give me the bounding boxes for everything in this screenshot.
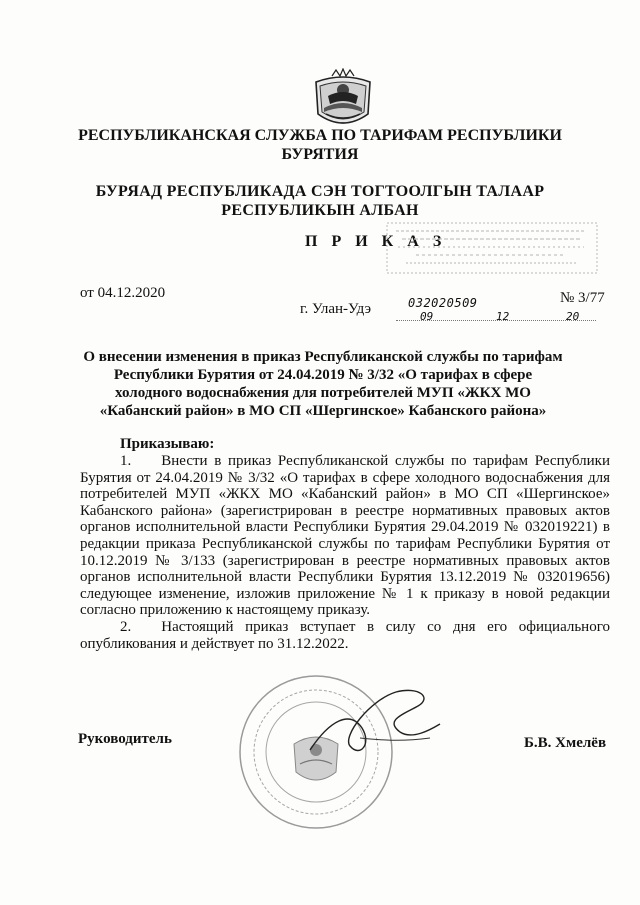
document-subject: О внесении изменения в приказ Республиканской службы по тарифам Республики Бурятия от 24.04.2019 № 3/32 «О тарифах в сфере холодного водоснабжения для потребителей МУП «ЖКХ МО «Кабанский район» в МО СП «Шергинское» Кабанского района»: [83, 349, 563, 419]
organization-name-russian: РЕСПУБЛИКАНСКАЯ СЛУЖБА ПО ТАРИФАМ РЕСПУБЛИКИ БУРЯТИЯ: [78, 127, 562, 163]
paragraph-2: 2. Настоящий приказ вступает в силу со дня его официального опубликования и действует по 31.12.2022.: [80, 618, 610, 652]
registration-number: 032020509: [408, 296, 478, 310]
registration-year: 20: [566, 310, 580, 323]
paragraph-1: 1. Внести в приказ Республиканской службы по тарифам Республики Бурятия от 24.04.2019 № 3/32 «О тарифах в сфере холодного водоснабжения для потребителей МУП «ЖКХ МО «Кабанский район» в МО СП «Шергинское» Кабанского района» (зарегистрирован в реестре нормативных правовых актов органов исполнительной власти Республики Бурятия 29.04.2019 № 032019221) в редакции приказа Республиканской службы по тарифам Республики Бурятия от 10.12.2019 № 3/133 (зарегистрирован в реестре нормативных правовых актов органов исполнительной власти Республики Бурятия 13.12.2019 № 032019656) следующее изменение, изложив приложение № 1 к приказу в новой редакции согласно приложению к настоящему приказу.: [80, 453, 610, 619]
signatory-role: Руководитель: [78, 731, 172, 747]
document-number: № 3/77: [560, 290, 605, 306]
order-word: Приказываю:: [120, 436, 215, 452]
handwritten-signature-icon: [300, 680, 450, 770]
document-body: [80, 453, 610, 652]
organization-name-buryat: БУРЯАД РЕСПУБЛИКАДА СЭН ТОГТООЛГЫН ТАЛААР РЕСПУБЛИКЫН АЛБАН: [95, 183, 545, 219]
registration-day: 09: [420, 310, 434, 323]
registration-stamp-icon: [386, 222, 598, 274]
registration-month: 12: [496, 310, 510, 323]
signatory-name: Б.В. Хмелёв: [524, 735, 607, 751]
buryatia-coat-of-arms-icon: [306, 68, 380, 134]
document-type: П Р И К А З: [305, 233, 447, 250]
document-date: от 04.12.2020: [80, 285, 166, 301]
document-city: г. Улан-Удэ: [300, 301, 372, 317]
